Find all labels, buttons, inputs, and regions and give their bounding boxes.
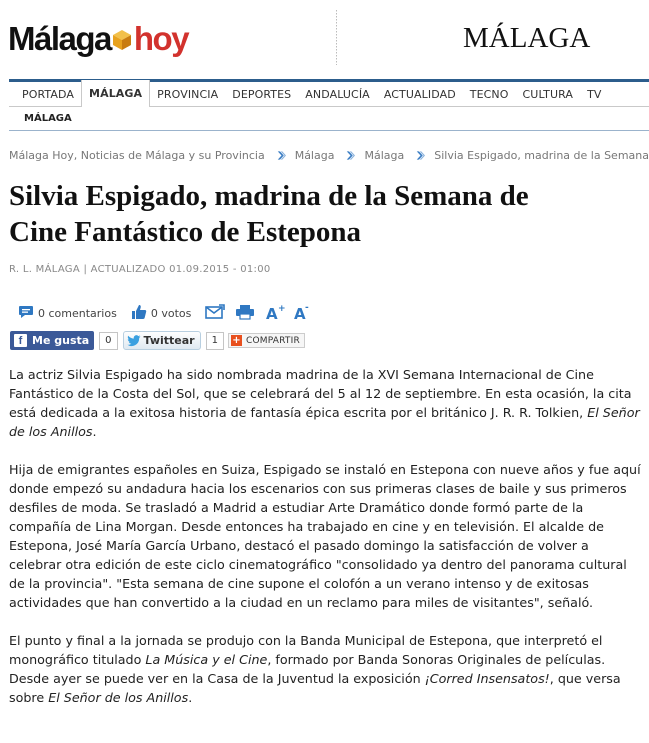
font-increase-icon[interactable] [265,304,285,323]
breadcrumb-link[interactable]: Málaga [364,148,405,162]
breadcrumb-separator-icon [277,150,286,161]
article-paragraph-1: La actriz Silvia Espigado ha sido nombrada madrina de la XVI Semana Internacional de Cine Fantástico de la Costa del Sol, que se celebrará del 5 al 12 de septiembre. En esta ocasión, la cita está dedicada a la exitosa historia de fantasía épica escrita por el británico J. R. R. Tolkien, El Señor de los Anillos. [9,367,640,439]
facebook-like-count: 0 [99,332,117,350]
subnav-item-malaga[interactable]: MÁLAGA [24,113,72,124]
article-tools [18,302,315,324]
social-buttons [10,331,305,350]
nav-item-tv[interactable]: TV [587,87,602,101]
twitter-bird-icon [127,335,141,347]
svg-text:A: A [294,304,306,320]
masthead-divider [336,10,337,65]
breadcrumb-separator-icon [416,150,425,161]
headline-line-2: Cine Fantástico de Estepona [9,216,362,248]
nav-item-andalucia[interactable]: ANDALUCÍA [305,87,370,101]
nav-item-provincia[interactable]: PROVINCIA [157,87,219,101]
facebook-like-button[interactable] [10,331,94,350]
nav-item-malaga[interactable]: MÁLAGA [81,80,150,107]
breadcrumb-link[interactable]: Silvia Espigado, madrina de la Semana [434,148,649,162]
article-paragraph-3: El punto y final a la jornada se produjo con la Banda Municipal de Estepona, que interpretó el monográfico titulado La Música y el Cine, formado por Banda Sonoras Originales de películas. Desde ayer se puede ver en la Casa de la Juventud la exposición ¡Corred Insensatos!, que versa sobre El Señor de los Anillos. [9,633,621,705]
svg-text:+: + [278,303,286,314]
book-title: El Señor de los Anillos [48,690,189,705]
share-button[interactable] [228,333,305,348]
font-decrease-icon[interactable] [293,304,311,323]
nav-item-portada[interactable]: PORTADA [22,87,75,101]
nav-item-deportes[interactable]: DEPORTES [232,87,292,101]
logo-text-malaga: Málaga [8,20,111,57]
svg-text:A: A [266,304,278,320]
svg-text:-: - [305,303,310,313]
twitter-tweet-label: Twittear [143,334,195,347]
section-title: MÁLAGA [463,22,591,54]
logo-cube-icon [112,29,132,51]
logo-text-hoy: hoy [133,20,189,57]
comments-count[interactable]: 0 comentarios [38,306,117,320]
main-nav [9,79,649,107]
concert-title: La Música y el Cine [145,652,268,667]
nav-item-actualidad[interactable]: ACTUALIDAD [383,87,456,101]
breadcrumb-link[interactable]: Málaga Hoy, Noticias de Málaga y su Provincia [9,148,265,162]
twitter-tweet-button[interactable] [123,331,201,350]
headline-line-1: Silvia Espigado, madrina de la Semana de [9,180,529,212]
print-icon[interactable] [235,304,255,323]
breadcrumb [9,148,649,162]
book-title: El Señor de los Anillos [9,405,640,439]
share-label: COMPARTIR [245,335,300,346]
nav-item-cultura[interactable]: CULTURA [522,87,574,101]
votes-count[interactable]: 0 votos [150,306,192,320]
article-body [9,365,645,726]
breadcrumb-link[interactable]: Málaga [294,148,335,162]
article-headline [9,178,639,250]
subnav-divider [9,130,649,131]
article-paragraph-2: Hija de emigrantes españoles en Suiza, Espigado se instaló en Estepona con nueve años y fue aquí donde empezó su andadura hacia los escenarios con sus primeras clases de baile y sus primeros desfiles de moda. Se trasladó a Madrid a estudiar Arte Dramático donde formó parte de la compañía de Lina Morgan. Desde entonces ha trabajado en cine y en televisión. El alcalde de Estepona, José María García Urbano, destacó el pasado domingo la satisfacción de volver a celebrar otra edición de este ciclo cinematográfico "consolidado ya dentro del panorama cultural de la provincia". "Esta semana de cine supone el colofón a un verano intenso y de exitosas actividades que han convertido a la ciudad en un reclamo para miles de visitantes", señaló. [9,462,641,610]
breadcrumb-separator-icon [346,150,355,161]
thumbs-up-icon[interactable] [131,304,147,323]
article-byline: R. L. MÁLAGA | ACTUALIZADO 01.09.2015 - 01:00 [9,264,271,275]
email-icon[interactable] [205,304,225,323]
site-logo[interactable] [8,20,188,58]
share-plus-icon: + [232,335,241,346]
twitter-tweet-count: 1 [206,332,224,350]
facebook-like-label: Me gusta [32,334,90,347]
exhibition-title: ¡Corred Insensatos! [424,671,550,686]
facebook-icon: f [14,334,27,347]
main-nav-list [9,82,649,106]
comment-icon[interactable] [18,305,34,322]
nav-item-tecno[interactable]: TECNO [469,87,509,101]
masthead [0,0,649,78]
